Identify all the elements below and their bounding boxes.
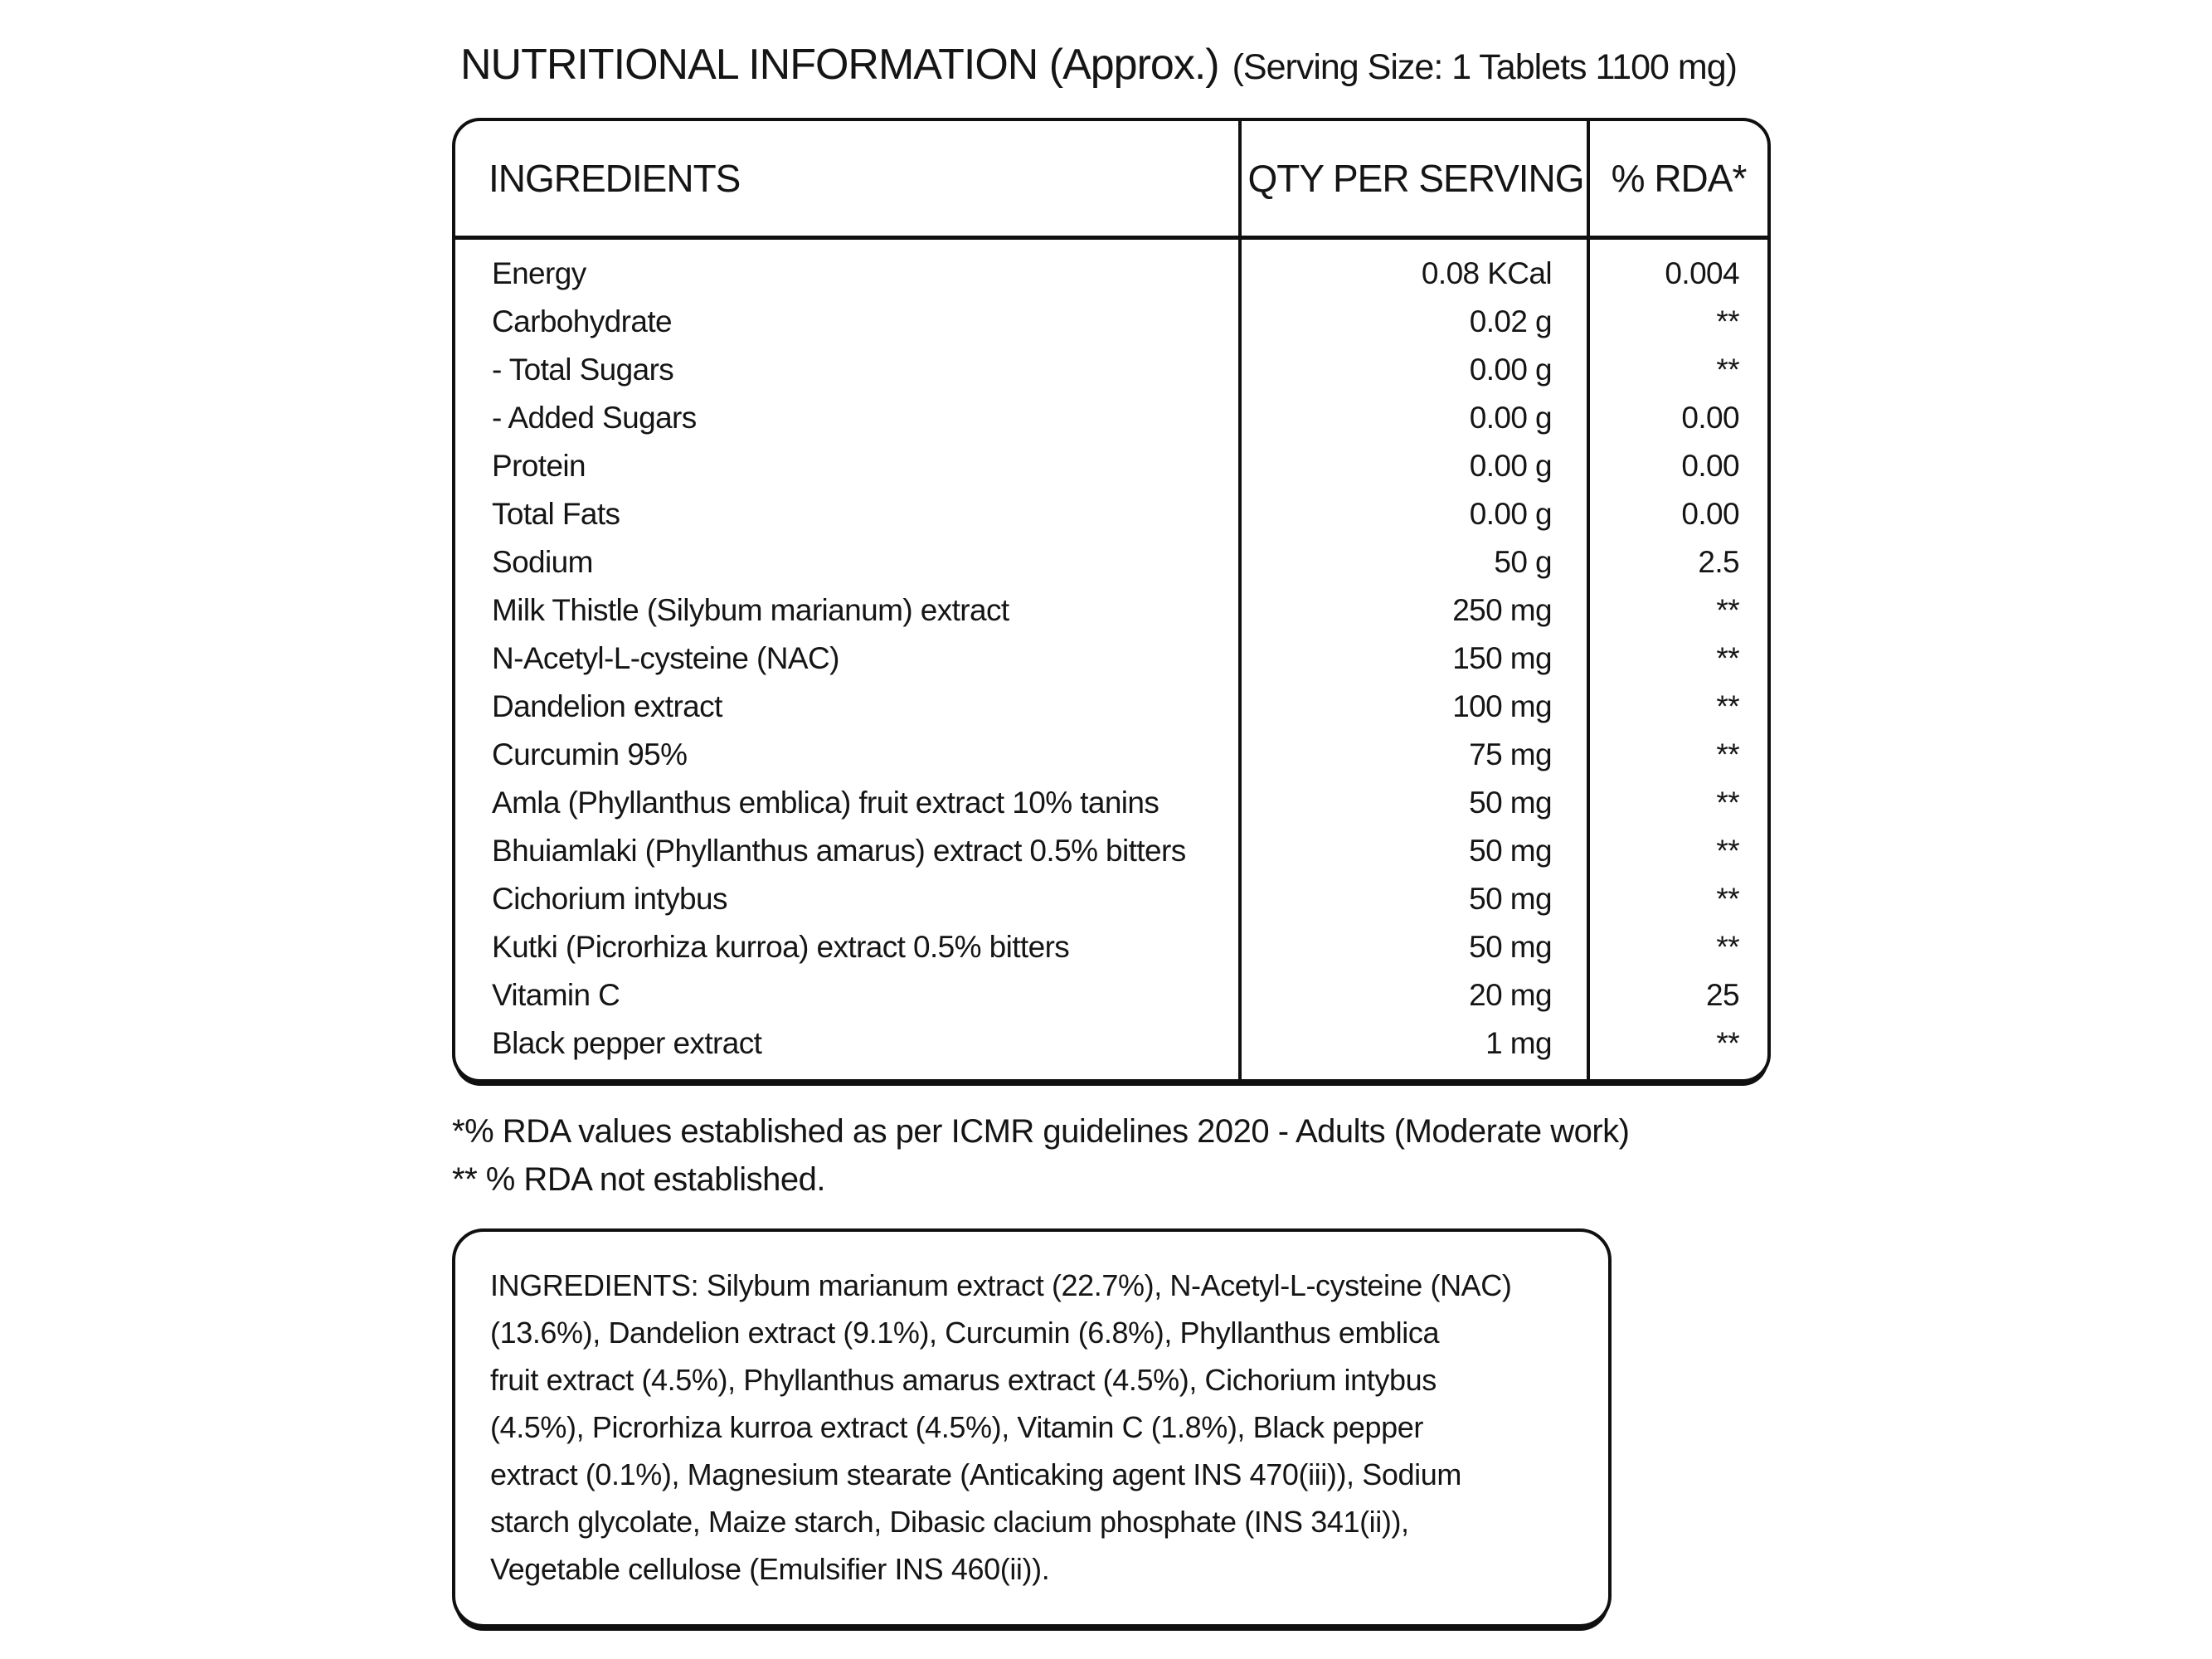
table-row [455, 731, 1767, 779]
cell-rda: ** [1716, 1026, 1739, 1060]
page-title-row [460, 40, 1771, 90]
cell-rda: ** [1716, 353, 1739, 387]
cell-rda: 0.00 [1681, 497, 1739, 531]
table-row [455, 827, 1767, 875]
cell-ingredient: - Added Sugars [492, 401, 697, 435]
ingredients-line: fruit extract (4.5%), Phyllanthus amarus extract (4.5%), Cichorium intybus [490, 1363, 1437, 1397]
ingredients-line: extract (0.1%), Magnesium stearate (Anticaking agent INS 470(iii)), Sodium [490, 1457, 1461, 1491]
table-row [455, 346, 1767, 394]
table-body [455, 240, 1767, 1079]
table-row [455, 298, 1767, 346]
cell-rda: ** [1716, 930, 1739, 964]
cell-ingredient: Amla (Phyllanthus emblica) fruit extract 10% tanins [492, 786, 1159, 820]
ingredients-line: INGREDIENTS: Silybum marianum extract (22.7%), N-Acetyl-L-cysteine (NAC) [490, 1268, 1512, 1302]
column-divider [1238, 121, 1242, 1079]
column-divider [1587, 121, 1590, 1079]
cell-qty: 0.00 g [1469, 353, 1552, 387]
cell-ingredient: Dandelion extract [492, 689, 722, 723]
cell-ingredient: - Total Sugars [492, 353, 674, 387]
cell-qty: 50 mg [1469, 882, 1552, 916]
cell-qty: 0.08 KCal [1421, 256, 1552, 290]
cell-ingredient: Energy [492, 256, 586, 290]
cell-qty: 150 mg [1452, 641, 1552, 675]
page-title: NUTRITIONAL INFORMATION (Approx.) [460, 41, 1219, 89]
table-row [455, 250, 1767, 298]
cell-rda: 0.00 [1681, 401, 1739, 435]
table-row [455, 971, 1767, 1019]
cell-ingredient: Kutki (Picrorhiza kurroa) extract 0.5% bitters [492, 930, 1070, 964]
table-row [455, 538, 1767, 586]
cell-ingredient: Sodium [492, 545, 593, 579]
table-row [455, 490, 1767, 538]
cell-rda: 25 [1706, 978, 1739, 1012]
cell-rda: ** [1716, 641, 1739, 675]
cell-rda: ** [1716, 304, 1739, 338]
serving-size-text: (Serving Size: 1 Tablets 1100 mg) [1232, 47, 1737, 87]
cell-ingredient: Milk Thistle (Silybum marianum) extract [492, 593, 1009, 627]
cell-rda: ** [1716, 689, 1739, 723]
cell-ingredient: Carbohydrate [492, 304, 672, 338]
header-rda: % RDA* [1611, 157, 1747, 200]
cell-rda: 0.00 [1681, 449, 1739, 483]
cell-qty: 0.02 g [1469, 304, 1552, 338]
cell-rda: ** [1716, 593, 1739, 627]
cell-qty: 50 mg [1469, 786, 1552, 820]
cell-rda: 0.004 [1665, 256, 1739, 290]
cell-ingredient: Vitamin C [492, 978, 620, 1012]
nutrition-label [452, 40, 1771, 1627]
cell-qty: 100 mg [1452, 689, 1552, 723]
footnote-rda-not-established: ** % RDA not established. [452, 1161, 825, 1198]
footnote-rda-established: *% RDA values established as per ICMR guidelines 2020 - Adults (Moderate work) [452, 1113, 1630, 1150]
table-row [455, 779, 1767, 827]
cell-ingredient: Black pepper extract [492, 1026, 762, 1060]
cell-qty: 0.00 g [1469, 449, 1552, 483]
cell-qty: 0.00 g [1469, 497, 1552, 531]
cell-rda: ** [1716, 737, 1739, 771]
cell-qty: 20 mg [1469, 978, 1552, 1012]
table-header-row [455, 121, 1767, 240]
nutrition-table [452, 118, 1771, 1082]
cell-ingredient: Curcumin 95% [492, 737, 688, 771]
cell-qty: 75 mg [1469, 737, 1552, 771]
cell-qty: 250 mg [1452, 593, 1552, 627]
footnotes [452, 1107, 1771, 1204]
cell-qty: 50 mg [1469, 930, 1552, 964]
table-row [455, 394, 1767, 442]
cell-ingredient: Bhuiamlaki (Phyllanthus amarus) extract 0.5% bitters [492, 834, 1186, 868]
table-row [455, 875, 1767, 923]
cell-rda: 2.5 [1698, 545, 1739, 579]
ingredients-box [452, 1228, 1612, 1627]
header-qty-per-serving: QTY PER SERVING [1247, 157, 1584, 200]
cell-ingredient: Total Fats [492, 497, 620, 531]
ingredients-line: Vegetable cellulose (Emulsifier INS 460(ii)). [490, 1552, 1050, 1586]
cell-ingredient: Cichorium intybus [492, 882, 727, 916]
ingredients-line: starch glycolate, Maize starch, Dibasic clacium phosphate (INS 341(ii)), [490, 1505, 1409, 1539]
table-row [455, 635, 1767, 683]
cell-rda: ** [1716, 834, 1739, 868]
table-row [455, 442, 1767, 490]
cell-rda: ** [1716, 882, 1739, 916]
cell-qty: 50 g [1494, 545, 1552, 579]
table-row [455, 683, 1767, 731]
cell-qty: 50 mg [1469, 834, 1552, 868]
header-ingredients: INGREDIENTS [489, 157, 741, 200]
cell-qty: 0.00 g [1469, 401, 1552, 435]
table-row [455, 1019, 1767, 1068]
cell-rda: ** [1716, 786, 1739, 820]
cell-ingredient: N-Acetyl-L-cysteine (NAC) [492, 641, 839, 675]
ingredients-line: (13.6%), Dandelion extract (9.1%), Curcumin (6.8%), Phyllanthus emblica [490, 1316, 1440, 1350]
table-row [455, 586, 1767, 635]
cell-qty: 1 mg [1485, 1026, 1552, 1060]
cell-ingredient: Protein [492, 449, 586, 483]
ingredients-line: (4.5%), Picrorhiza kurroa extract (4.5%), Vitamin C (1.8%), Black pepper [490, 1410, 1423, 1444]
table-row [455, 923, 1767, 971]
